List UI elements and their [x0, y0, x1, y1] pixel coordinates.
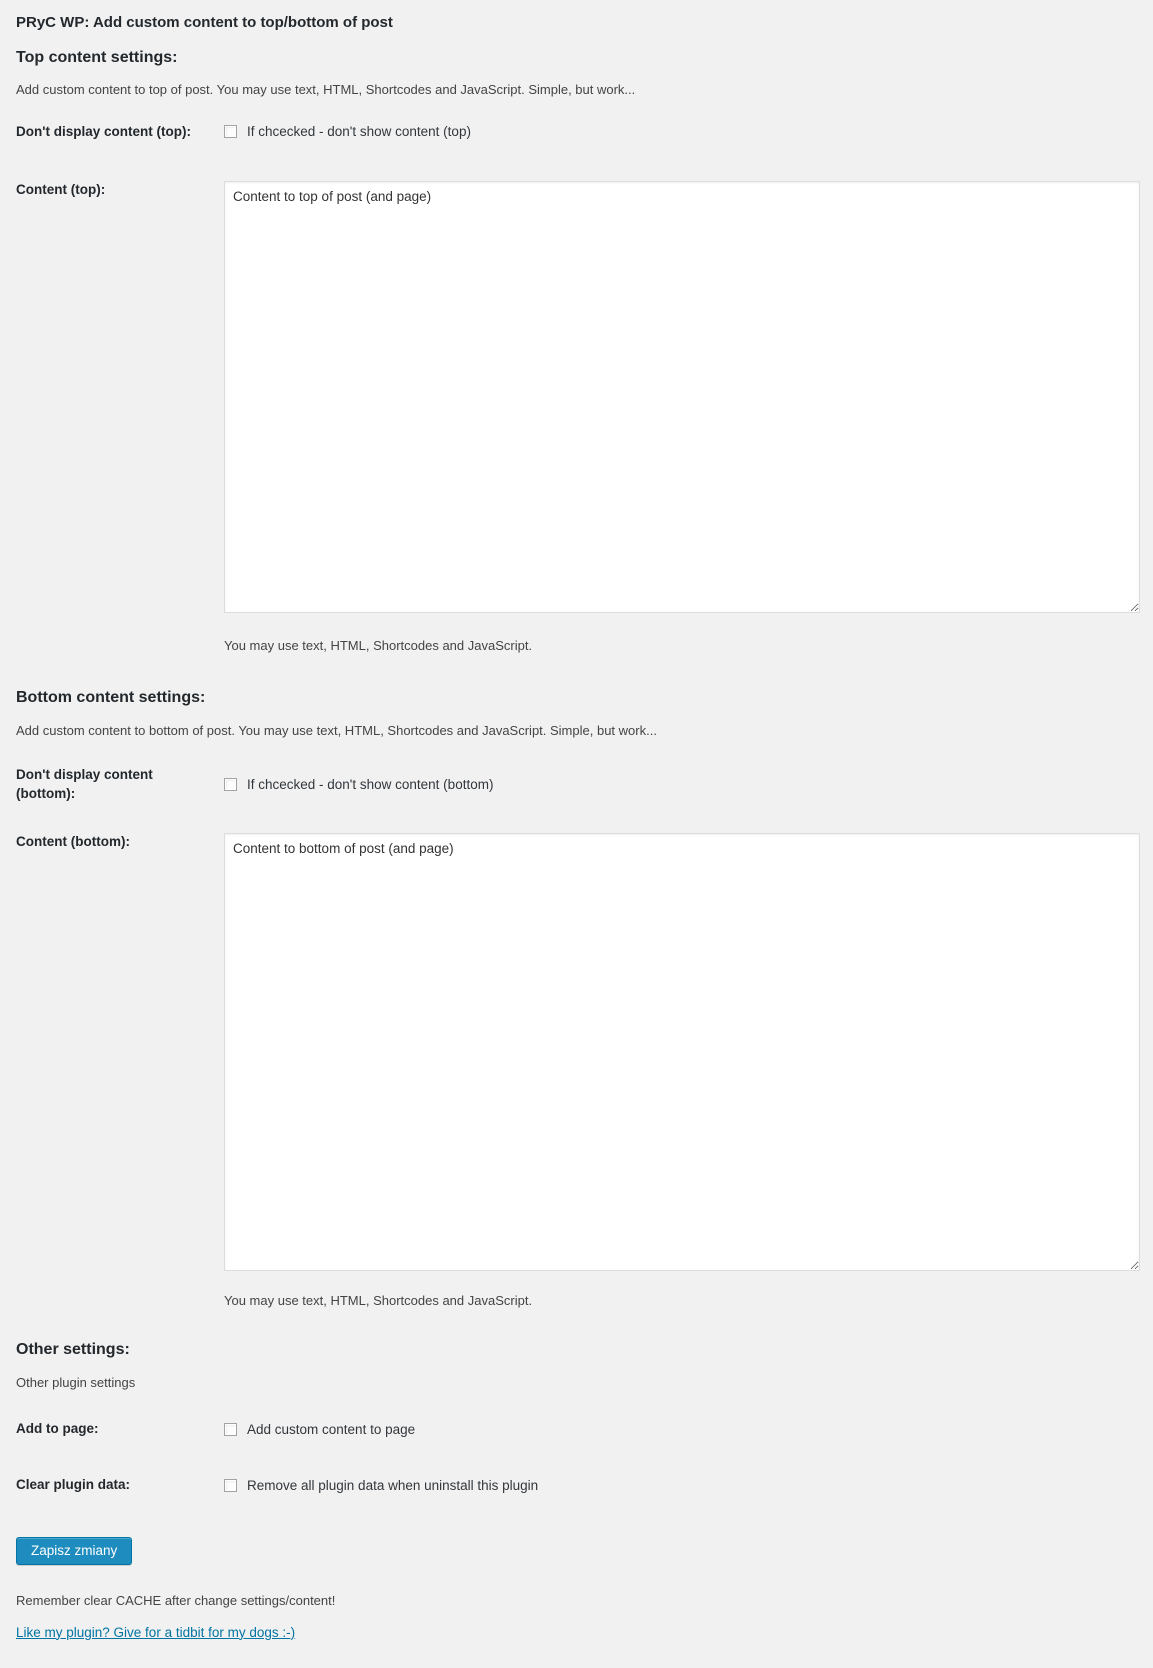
cache-note: Remember clear CACHE after change settings/content! [16, 1592, 336, 1608]
content-top-textarea[interactable] [224, 181, 1140, 613]
row-dont-display-top [16, 123, 1140, 141]
dont-display-bottom-label: Don't display content (bottom): [16, 767, 153, 801]
row-add-to-page [16, 1420, 1140, 1438]
section-desc-bottom: Add custom content to bottom of post. You may use text, HTML, Shortcodes and JavaScript. Simple, but work... [16, 722, 657, 738]
donate-link[interactable]: Like my plugin? Give for a tidbit for my dogs :-) [16, 1624, 296, 1640]
add-to-page-checkbox-label: Add custom content to page [247, 1421, 416, 1437]
settings-page [0, 13, 1153, 1668]
dont-display-bottom-checkbox-label: If chcecked - don't show content (bottom) [247, 776, 494, 792]
dont-display-bottom-checkbox[interactable] [224, 778, 237, 791]
content-bottom-help: You may use text, HTML, Shortcodes and JavaScript. [224, 1292, 533, 1308]
section-desc-top: Add custom content to top of post. You may use text, HTML, Shortcodes and JavaScript. Simple, but work... [16, 82, 636, 98]
dont-display-bottom-field [224, 776, 1140, 794]
content-top-help: You may use text, HTML, Shortcodes and JavaScript. [224, 638, 533, 654]
clear-plugin-data-checkbox-label: Remove all plugin data when uninstall this plugin [247, 1477, 539, 1493]
content-bottom-label: Content (bottom): [16, 833, 130, 849]
add-to-page-field [224, 1421, 1140, 1439]
save-button[interactable]: Zapisz zmiany [16, 1537, 132, 1565]
section-heading-other: Other settings: [16, 1340, 130, 1358]
dont-display-top-field [224, 123, 1140, 141]
content-top-field [224, 181, 1140, 653]
content-bottom-textarea[interactable] [224, 833, 1140, 1271]
page-title: PRyC WP: Add custom content to top/bottom of post [16, 14, 393, 31]
content-top-label: Content (top): [16, 182, 106, 198]
dont-display-top-checkbox-label: If chcecked - don't show content (top) [247, 124, 471, 140]
row-dont-display-bottom [16, 766, 1140, 802]
clear-plugin-data-checkbox[interactable] [224, 1479, 237, 1492]
row-clear-plugin-data [16, 1476, 1140, 1494]
content-bottom-field [224, 833, 1140, 1308]
donate-row [16, 1625, 1140, 1640]
row-content-top [16, 181, 1140, 653]
section-desc-other: Other plugin settings [16, 1374, 136, 1390]
dont-display-top-label: Don't display content (top): [16, 123, 191, 139]
add-to-page-checkbox[interactable] [224, 1423, 237, 1436]
dont-display-top-checkbox[interactable] [224, 125, 237, 138]
row-content-bottom [16, 833, 1140, 1308]
clear-plugin-data-field [224, 1477, 1140, 1495]
add-to-page-label: Add to page: [16, 1421, 99, 1437]
clear-plugin-data-label: Clear plugin data: [16, 1477, 131, 1493]
submit-row [16, 1537, 1140, 1565]
section-heading-bottom: Bottom content settings: [16, 689, 206, 707]
section-heading-top: Top content settings: [16, 48, 178, 66]
